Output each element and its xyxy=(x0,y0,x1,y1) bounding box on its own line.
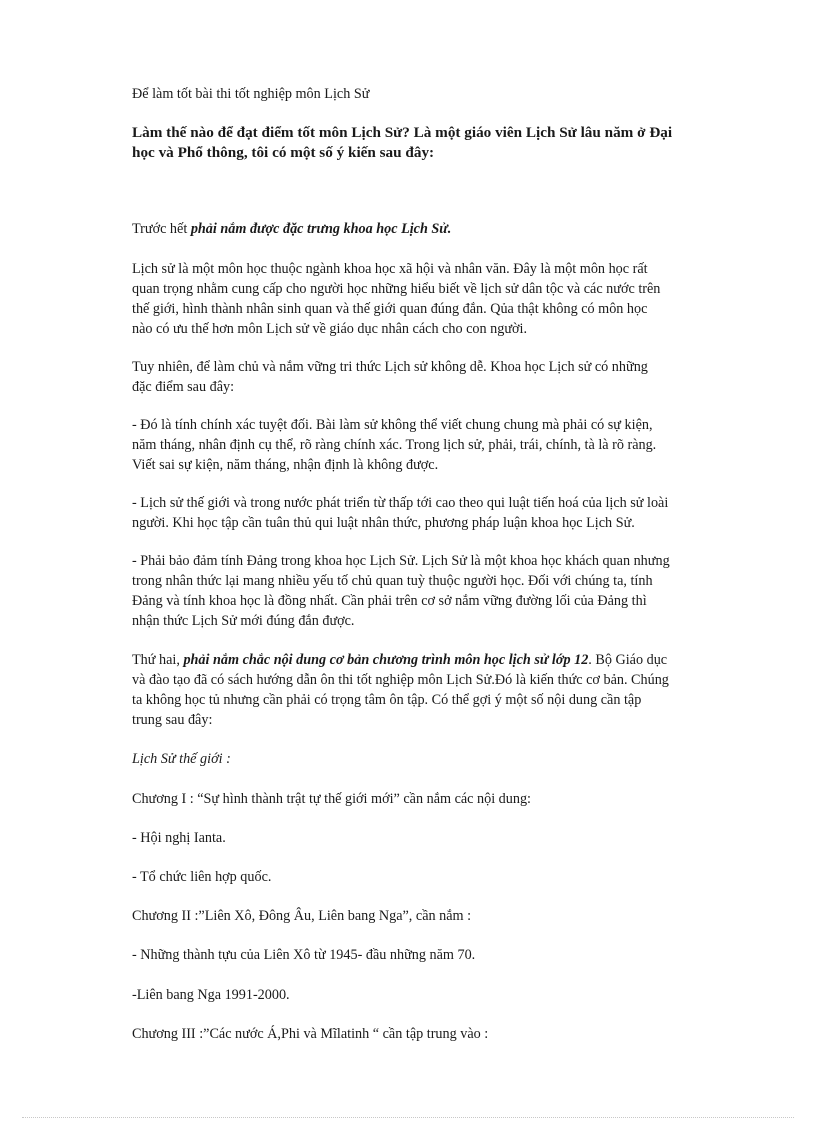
paragraph-2-line: Tuy nhiên, để làm chủ và nắm vững tri thức Lịch sử không dễ. Khoa học Lịch sử có những xyxy=(132,359,648,375)
paragraph-3-line: năm tháng, nhân định cụ thể, rõ ràng chính xác. Trong lịch sử, phải, trái, chính, tà là rõ ràng. xyxy=(132,437,657,453)
chapter-1-heading: Chương I : “Sự hình thành trật tự thế giới mới” cần nắm các nội dung: xyxy=(132,791,532,807)
document-title: Để làm tốt bài thi tốt nghiệp môn Lịch Sử xyxy=(132,86,370,102)
paragraph-3-line: - Đó là tính chính xác tuyệt đối. Bài làm sử không thể viết chung chung mà phải có sự kiện, xyxy=(132,417,653,433)
paragraph-5-line: Đảng và tính khoa học là đồng nhất. Cần phải trên cơ sở nắm vững đường lối của Đảng thì xyxy=(132,593,647,609)
chapter-2-item: - Những thành tựu của Liên Xô từ 1945- đầu những năm 70. xyxy=(132,947,476,963)
intro-line-1: Làm thế nào để đạt điểm tốt môn Lịch Sử? Là một giáo viên Lịch Sử lâu năm ở Đại xyxy=(132,124,673,141)
chapter-1-item: - Hội nghị Ianta. xyxy=(132,830,226,846)
second-point-tail: . Bộ Giáo dục xyxy=(588,652,668,668)
paragraph-5-line: trong nhân thức lại mang nhiều yếu tố chủ quan tuỳ thuộc người học. Đối với chúng ta, tính xyxy=(132,573,653,589)
chapter-3-heading: Chương III :”Các nước Á,Phi và Mĩlatinh “ cần tập trung vào : xyxy=(132,1026,489,1042)
intro-line-2: học và Phổ thông, tôi có một số ý kiến sau đây: xyxy=(132,144,435,161)
paragraph-1-line: thế giới, hình thành nhân sinh quan và thế giới quan đúng đắn. Qủa thật không có môn học xyxy=(132,301,648,317)
second-point-line: và đào tạo đã có sách hướng dẫn ôn thi tốt nghiệp môn Lịch Sử.Đó là kiến thức cơ bản. Chúng xyxy=(132,672,669,688)
first-point-lead: Trước hết xyxy=(132,221,191,237)
second-point-line: ta không học tủ nhưng cần phải có trọng tâm ôn tập. Có thể gợi ý một số nội dung cần tập xyxy=(132,692,642,708)
paragraph-1-line: quan trọng nhằm cung cấp cho người học những hiểu biết về lịch sử dân tộc và các nước trên xyxy=(132,281,661,297)
world-history-heading: Lịch Sử thế giới : xyxy=(132,751,231,767)
chapter-2-item: -Liên bang Nga 1991-2000. xyxy=(132,987,290,1003)
second-point-line: trung sau đây: xyxy=(132,712,213,728)
chapter-1-item: - Tổ chức liên hợp quốc. xyxy=(132,869,272,885)
paragraph-1-line: nào có ưu thế hơn môn Lịch sử về giáo dục nhân cách cho con người. xyxy=(132,321,528,337)
chapter-2-heading: Chương II :”Liên Xô, Đông Âu, Liên bang Nga”, cần nắm : xyxy=(132,908,472,924)
paragraph-3-line: Viết sai sự kiện, năm tháng, nhận định là không được. xyxy=(132,457,439,473)
second-point xyxy=(132,651,667,671)
second-point-lead: Thứ hai, xyxy=(132,652,184,668)
first-point-emphasis: phải nắm được đặc trưng khoa học Lịch Sử. xyxy=(190,221,452,237)
first-point xyxy=(132,220,451,240)
paragraph-5-line: nhận thức Lịch Sử mới đúng đắn được. xyxy=(132,613,355,629)
paragraph-1-line: Lịch sử là một môn học thuộc ngành khoa học xã hội và nhân văn. Đây là một môn học rất xyxy=(132,261,648,277)
paragraph-4-line: người. Khi học tập cần tuân thủ qui luật nhân thức, phương pháp luận khoa học Lịch Sử. xyxy=(132,515,635,531)
paragraph-5-line: - Phải bảo đảm tính Đảng trong khoa học Lịch Sử. Lịch Sử là một khoa học khách quan nhưng xyxy=(132,553,670,569)
page-bottom-divider xyxy=(22,1117,794,1118)
paragraph-4-line: - Lịch sử thế giới và trong nước phát triển từ thấp tới cao theo qui luật tiến hoá của lịch sử loài xyxy=(132,495,669,511)
second-point-emphasis: phải nắm chắc nội dung cơ bản chương trình môn học lịch sử lớp 12 xyxy=(183,652,589,668)
paragraph-2-line: đặc điểm sau đây: xyxy=(132,379,235,395)
